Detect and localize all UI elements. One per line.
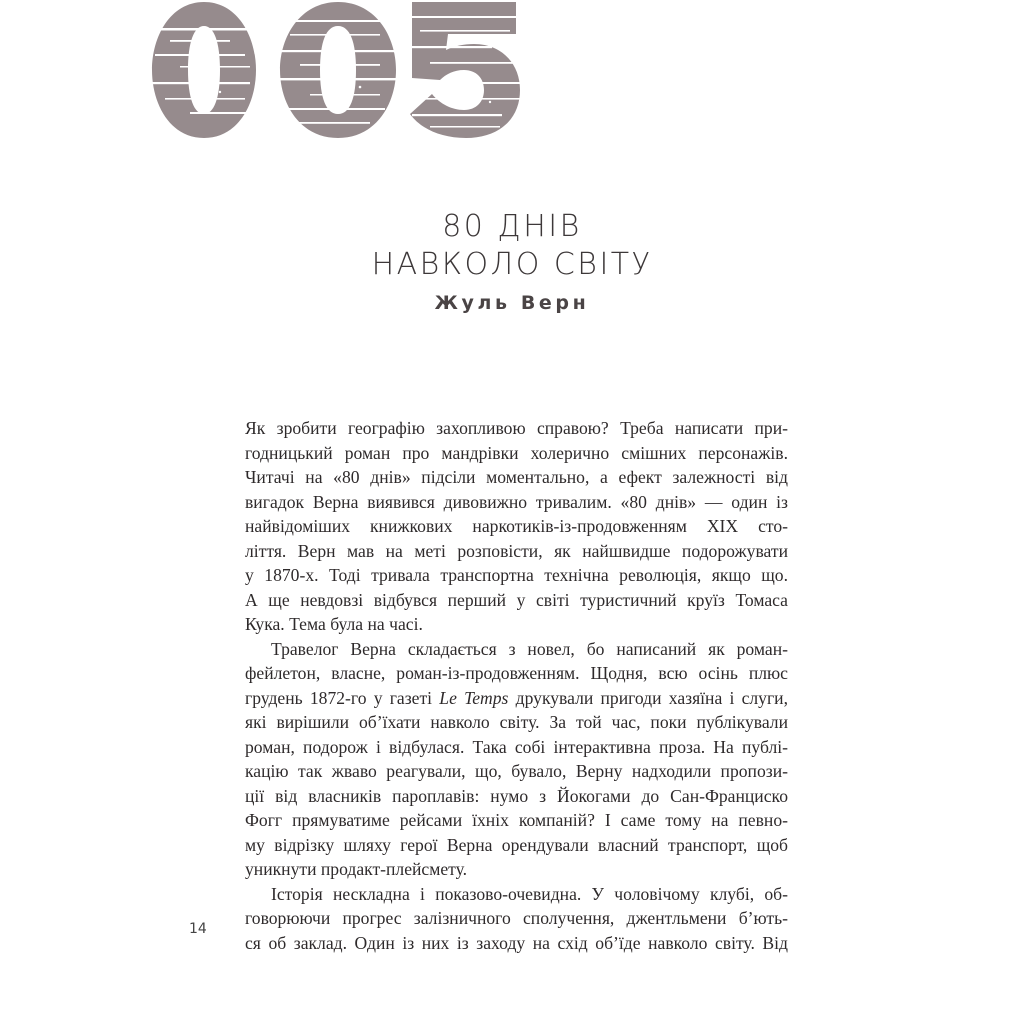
- body-line: фейлетон, власне, роман-із-продовженням. Щодня, всю осінь плюс: [245, 663, 788, 683]
- body-line: Травелог Верна складається з новел, бо написаний як роман-: [271, 638, 788, 659]
- newspaper-title-italic: Le Temps: [439, 687, 509, 708]
- body-line: [245, 686, 788, 711]
- chapter-title-block: [0, 208, 1024, 314]
- chapter-number-graphic: [150, 0, 530, 138]
- body-line: ції від власників пароплавів: нумо з Йокогами до Сан-Франциско: [245, 785, 788, 806]
- page-number: 14: [189, 921, 207, 937]
- chapter-number: [150, 0, 530, 138]
- body-line: роман, подорож і відбулася. Така собі інтерактивна проза. На публі-: [245, 736, 788, 757]
- author-name: Жуль Верн: [434, 292, 590, 314]
- body-line: ся об заклад. Один із них із заходу на схід об’їде навколо світу. Від: [245, 932, 788, 953]
- body-line: Кука. Тема була на часі.: [245, 614, 423, 634]
- chapter-title-line-1: 80 ДНІВ: [442, 209, 582, 244]
- body-line: ліття. Верн мав на меті розповісти, як найшвидше подорожувати: [245, 540, 788, 561]
- body-line: Фогг прямуватиме рейсами їхніх компаній? І саме тому на певно-: [245, 810, 788, 830]
- body-line: кацію так жваво реагували, що, бувало, Верну надходили пропози-: [245, 761, 788, 781]
- body-line: годницький роман про мандрівки холерично смішних персонажів.: [245, 442, 788, 463]
- chapter-title-line-2: НАВКОЛО СВІТУ: [371, 247, 653, 282]
- body-line: у 1870-х. Тоді тривала транспортна технічна революція, якщо що.: [245, 565, 788, 585]
- body-text-segment: грудень 1872-го у газеті: [245, 687, 433, 708]
- body-text: [245, 416, 788, 955]
- body-line: А ще невдовзі відбувся перший у світі туристичний круїз Томаса: [245, 589, 788, 610]
- body-line: які вирішили об’їхати навколо світу. За той час, поки публікували: [245, 712, 788, 732]
- body-line: му відрізку шляху герої Верна орендували власний транспорт, щоб: [245, 834, 788, 855]
- body-line: уникнути продакт-плейсмету.: [245, 859, 468, 879]
- body-line: Читачі на «80 днів» підсіли моментально, а ефект залежності від: [245, 467, 788, 487]
- body-line: Як зробити географію захопливою справою? Треба написати при-: [245, 418, 788, 438]
- body-text-segment: друкували пригоди хазяїна і слуги,: [515, 687, 788, 708]
- body-line: найвідоміших книжкових наркотиків-із-продовженням XIX сто-: [245, 516, 788, 536]
- body-line: говорюючи прогрес залізничного сполучення, джентльмени б’ють-: [245, 908, 788, 928]
- body-line: вигадок Верна виявився дивовижно тривалим. «80 днів» — один із: [245, 491, 788, 512]
- body-line: Історія нескладна і показово-очевидна. У чоловічому клубі, об-: [271, 883, 788, 904]
